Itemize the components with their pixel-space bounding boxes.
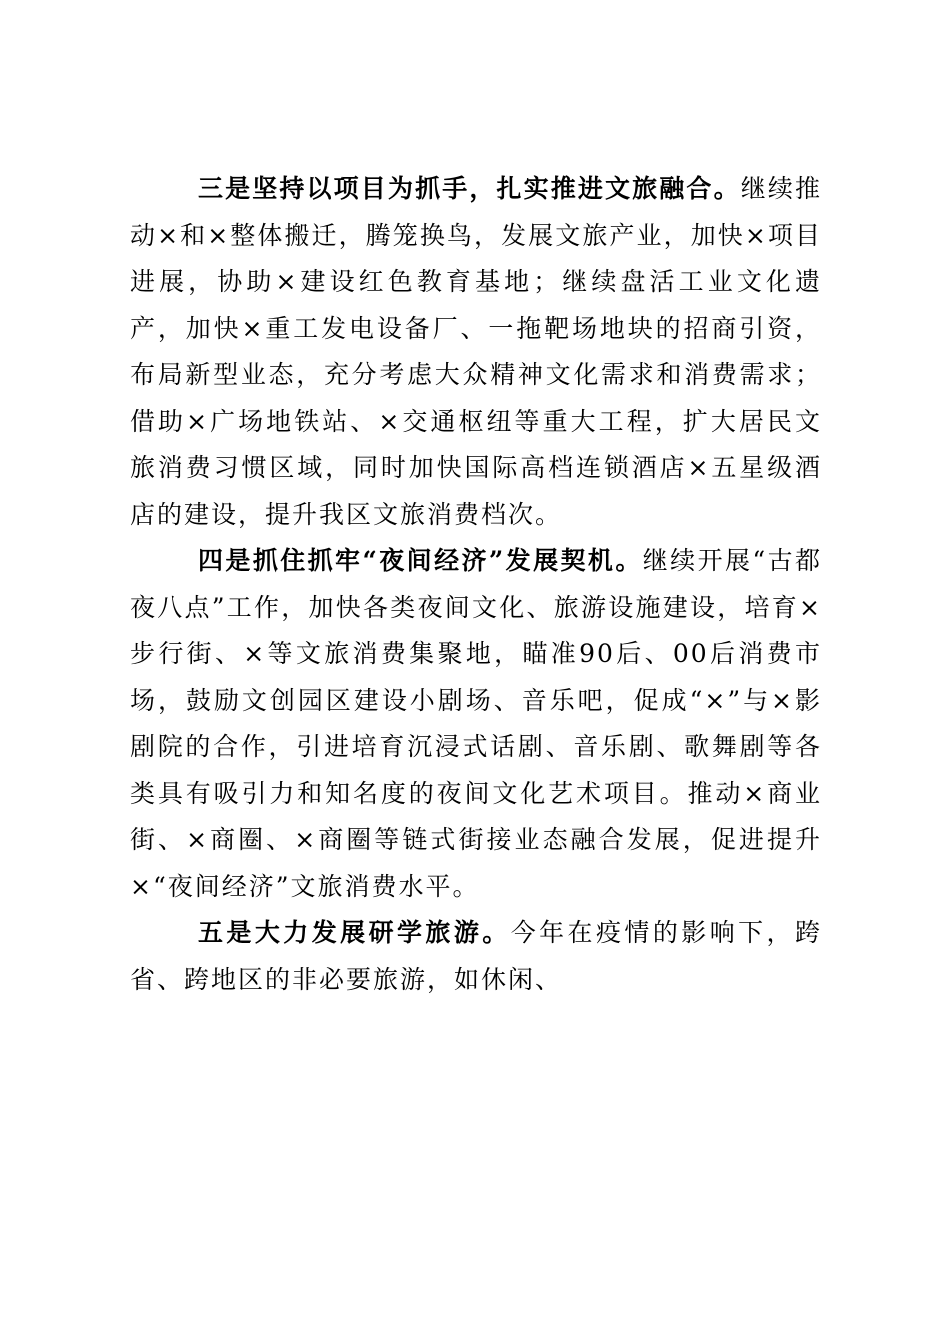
paragraph-3-lead: 五是大力发展研学旅游。 [198, 918, 511, 947]
paragraph-2 [130, 538, 822, 910]
paragraph-3-body: 今年在疫情的影响下，跨省、跨地区的非必要旅游，如休闲、 [130, 918, 822, 994]
paragraph-1 [130, 166, 822, 538]
paragraph-1-lead: 三是坚持以项目为抓手，扎实推进文旅融合。 [198, 174, 741, 203]
paragraph-2-lead: 四是抓住抓牢“夜间经济”发展契机。 [198, 546, 643, 575]
document-body [130, 166, 822, 1003]
paragraph-2-body: 继续开展“古都夜八点”工作，加快各类夜间文化、旅游设施建设，培育×步行街、×等文旅消费集聚地，瞄准90后、00后消费市场，鼓励文创园区建设小剧场、音乐吧，促成“×”与×影剧院的合作，引进培育沉浸式话剧、音乐剧、歌舞剧等各类具有吸引力和知名度的夜间文化艺术项目。推动×商业街、×商圈、×商圈等链式街接业态融合发展，促进提升×“夜间经济”文旅消费水平。 [130, 546, 822, 901]
paragraph-1-body: 继续推动×和×整体搬迁，腾笼换鸟，发展文旅产业，加快×项目进展，协助×建设红色教育基地；继续盘活工业文化遗产，加快×重工发电设备厂、一拖靶场地块的招商引资，布局新型业态，充分考虑大众精神文化需求和消费需求；借助×广场地铁站、×交通枢纽等重大工程，扩大居民文旅消费习惯区域，同时加快国际高档连锁酒店×五星级酒店的建设，提升我区文旅消费档次。 [130, 174, 822, 529]
paragraph-3 [130, 910, 822, 1003]
